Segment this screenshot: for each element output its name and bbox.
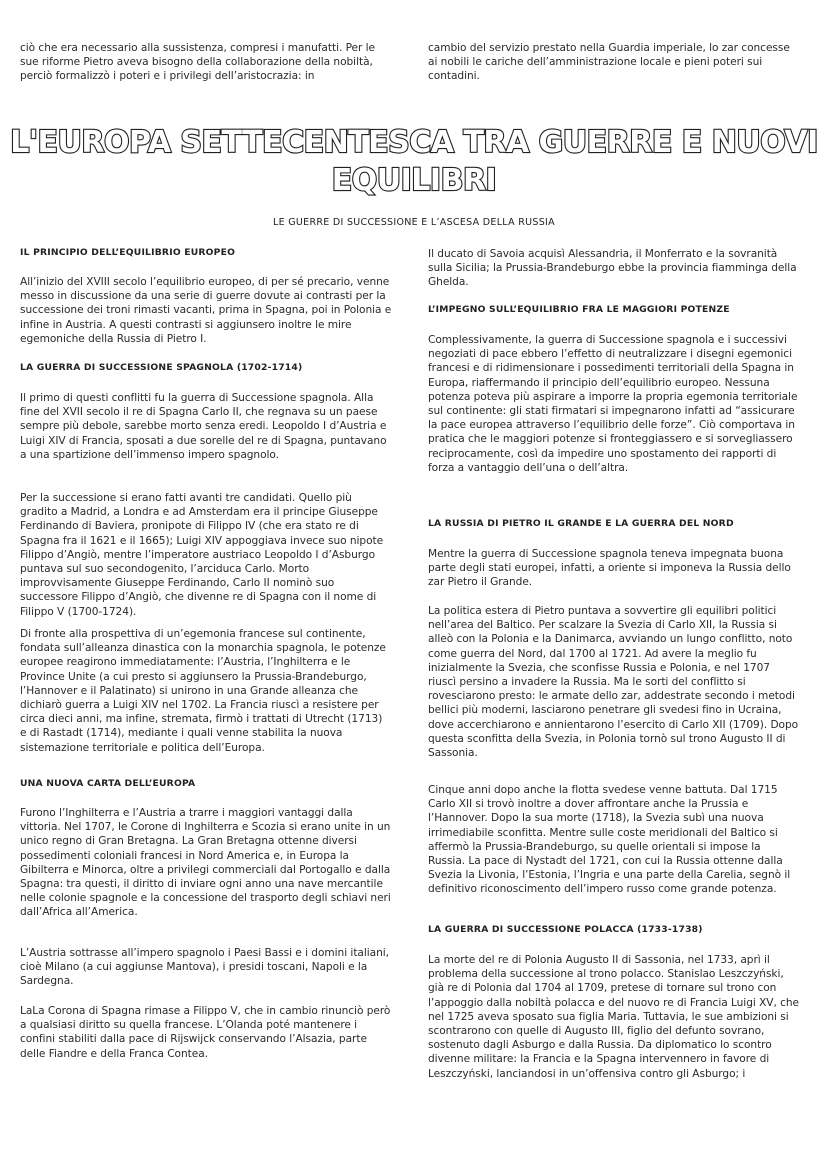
paragraph-balance: Complessivamente, la guerra di Successione spagnola e i successivi negoziati di pace ebbero l’effetto di neutralizzare i disegni egemonici francesi e di ridimensionare i possedimenti territoriali della Spagna in Europa, riaffermando il principio dell’equilibrio europeo. Nessuna potenza poteva più aspirare a imporre la propria egemonia territoriale sul continente: gli stati firmatari si impegnarono infatti ad “assicurare la pace europea attraverso l’equilibrio delle forze”. Ciò comportava in pratica che le maggiori potenze si fronteggiassero e si sorvegliassero reciprocamente, così da impedire uno spostamento dei rapporti di forza a vantaggio dell’una o dell’altra.: [428, 334, 798, 474]
section-heading-spanish-war: LA GUERRA DI SUCCESSIONE SPAGNOLA (1702-1714): [20, 362, 303, 373]
paragraph-russia-3: Cinque anni dopo anche la flotta svedese venne battuta. Dal 1715 Carlo XII si trovò inoltre a dover affrontare anche la Prussia e l’Hannover. Dopo la sua morte (1718), la Svezia subì una nuova irrimediabile sconfitta. Mentre sulle coste meridionali del Baltico si affermò la Prussia-Brandeburgo, su quelle orientali si impose la Russia. La pace di Nystadt del 1721, con cui la Russia ottenne dalla Svezia la Livonia, l’Estonia, l’Ingria e una parte della Carelia, segnò il definitivo riconoscimento dell’impero russo come grande potenza.: [428, 784, 791, 896]
paragraph-polish-war: La morte del re di Polonia Augusto II di Sassonia, nel 1733, aprì il problema della successione al trono polacco. Stanislao Leszczyński, già re di Polonia dal 1704 al 1709, pretese di tornare sul trono con l’appoggio dalla nobiltà polacca e del nuovo re di Francia Luigi XV, che nel 1725 aveva sposato sua figlia Maria. Tuttavia, le sue ambizioni si scontrarono con quelle di Augusto III, figlio del defunto sovrano, sostenuto dagli Asburgo e dalla Russia. Da diplomatico lo scontro divenne militare: la Francia e la Spagna intervennero in favore di Leszczyński, lanciandosi in un’offensiva contro gli Asburgo; i: [428, 954, 800, 1080]
section-heading-equilibrium: IL PRINCIPIO DELL’EQUILIBRIO EUROPEO: [20, 247, 236, 258]
paragraph-new-map-1: Furono l’Inghilterra e l’Austria a trarre i maggiori vantaggi dalla vittoria. Nel 1707, le Corone di Inghilterra e Scozia si erano unite in un unico regno di Gran Bretagna. La Gran Bretagna ottenne diversi possedimenti coloniali francesi in Nord America e, in Europa la Gibilterra e Minorca, oltre a privilegi commerciali dal Portogallo e dalla Spagna: tra questi, il diritto di inviare ogni anno una nave mercantile nelle colonie spagnole e la concessione del trasporto degli schiavi neri dall’Africa all’America.: [20, 807, 391, 919]
page-title: [0, 124, 828, 200]
paragraph-new-map-2: L’Austria sottrasse all’impero spagnolo i Paesi Bassi e i domini italiani, cioè Milano (a cui aggiunse Mantova), i presidi toscani, Napoli e la Sardegna.: [20, 947, 389, 988]
top-right-column: [428, 41, 800, 84]
paragraph-spanish-war-3: Di fronte alla prospettiva di un’egemonia francese sul continente, fondata sull’alleanza dinastica con la monarchia spagnola, le potenze europee reagirono immediatamente: l’Austria, l’Inghilterra e le Province Unite (a cui presto si aggiunsero la Prussia-Brandeburgo, l’Hannover e il Palatinato) si unirono in una Grande alleanza che dichiarò guerra a Luigi XIV nel 1702. La Francia riuscì a resistere per circa dieci anni, ma infine, stremata, firmò i trattati di Utrecht (1713) e di Rastadt (1714), mediante i quali venne stabilita la nuova sistemazione territoriale e politica dell’Europa.: [20, 628, 386, 754]
section-heading-polish-war: LA GUERRA DI SUCCESSIONE POLACCA (1733-1738): [428, 924, 703, 935]
title-line-2: EQUILIBRI: [331, 163, 497, 198]
continuation-left-paragraph: ciò che era necessario alla sussistenza, compresi i manufatti. Per le sue riforme Pietro aveva bisogno della collaborazione della nobiltà, perciò formalizzò i poteri e i privilegi dell’aristocrazia: in: [20, 42, 376, 83]
paragraph-equilibrium: All’inizio del XVIII secolo l’equilibrio europeo, di per sé precario, venne messo in discussione da una serie di guerre dovute ai contrasti per la successione dei troni rimasti vacanti, prima in Spagna, poi in Polonia e infine in Austria. A questi contrasti si aggiunsero inoltre le mire egemoniche della Russia di Pietro I.: [20, 276, 392, 345]
paragraph-savoia: Il ducato di Savoia acquisì Alessandria, il Monferrato e la sovranità sulla Sicilia; la Prussia-Brandeburgo ebbe la provincia fiamminga della Ghelda.: [428, 248, 797, 289]
paragraph-russia-2: La politica estera di Pietro puntava a sovvertire gli equilibri politici nell’area del Baltico. Per scalzare la Svezia di Carlo XII, la Russia si alleò con la Polonia e la Danimarca, avviando un lungo conflitto, noto come guerra del Nord, dal 1700 al 1721. Ad avere la meglio fu inizialmente la Svezia, che sconfisse Russia e Polonia, e nel 1707 riuscì persino a invadere la Russia. Ma le sorti del conflitto si rovesciarono presto: le armate dello zar, addestrate secondo i metodi bellici più moderni, lasciarono penetrare gli svedesi fino in Ucraina, dove accerchiarono e annientarono l’esercito di Carlo XII (1709). Dopo questa sconfitta della Svezia, in Polonia tornò sul trono Augusto II di Sassonia.: [428, 605, 799, 760]
paragraph-russia-1: Mentre la guerra di Successione spagnola teneva impegnata buona parte degli stati europei, infatti, a oriente si imponeva la Russia dello zar Pietro il Grande.: [428, 548, 791, 589]
section-heading-new-map: UNA NUOVA CARTA DELL’EUROPA: [20, 778, 196, 789]
paragraph-new-map-3: LaLa Corona di Spagna rimase a Filippo V, che in cambio rinunciò però a qualsiasi diritto su quella francese. L’Olanda poté mantenere i confini stabiliti dalla pace di Rijswijck conservando l’Alsazia, parte delle Fiandre e della Franca Contea.: [20, 1005, 391, 1060]
paragraph-spanish-war-1: Il primo di questi conflitti fu la guerra di Successione spagnola. Alla fine del XVII secolo il re di Spagna Carlo II, che regnava su un paese sempre più debole, sarebbe morto senza eredi. Leopoldo I d’Austria e Luigi XIV di Francia, sposati a due sorelle del re di Spagna, puntavano a una spartizione dell’immenso impero spagnolo.: [20, 392, 387, 461]
continuation-right-paragraph: cambio del servizio prestato nella Guardia imperiale, lo zar concesse ai nobili le cariche dell’amministrazione locale e pieni poteri sui contadini.: [428, 42, 790, 83]
paragraph-spanish-war-2: Per la successione si erano fatti avanti tre candidati. Quello più gradito a Madrid, a Londra e ad Amsterdam era il principe Giuseppe Ferdinando di Baviera, pronipote di Filippo IV (che era stato re di Spagna fra il 1621 e il 1665); Luigi XIV appoggiava invece suo nipote Filippo d’Angiò, mentre l’imperatore austriaco Leopoldo I d’Asburgo puntava sul suo secondogenito, l’arciduca Carlo. Morto improvvisamente Giuseppe Ferdinando, Carlo II nominò suo successore Filippo d’Angiò, che divenne re di Spagna con il nome di Filippo V (1700-1724).: [20, 492, 384, 618]
section-heading-russia: LA RUSSIA DI PIETRO IL GRANDE E LA GUERRA DEL NORD: [428, 518, 734, 529]
page-subtitle: LE GUERRE DI SUCCESSIONE E L’ASCESA DELLA RUSSIA: [273, 217, 555, 228]
top-left-column: [20, 41, 392, 84]
section-heading-balance: L’IMPEGNO SULL’EQUILIBRIO FRA LE MAGGIORI POTENZE: [428, 304, 730, 315]
title-line-1: L'EUROPA SETTECENTESCA TRA GUERRE E NUOVI: [10, 125, 818, 160]
